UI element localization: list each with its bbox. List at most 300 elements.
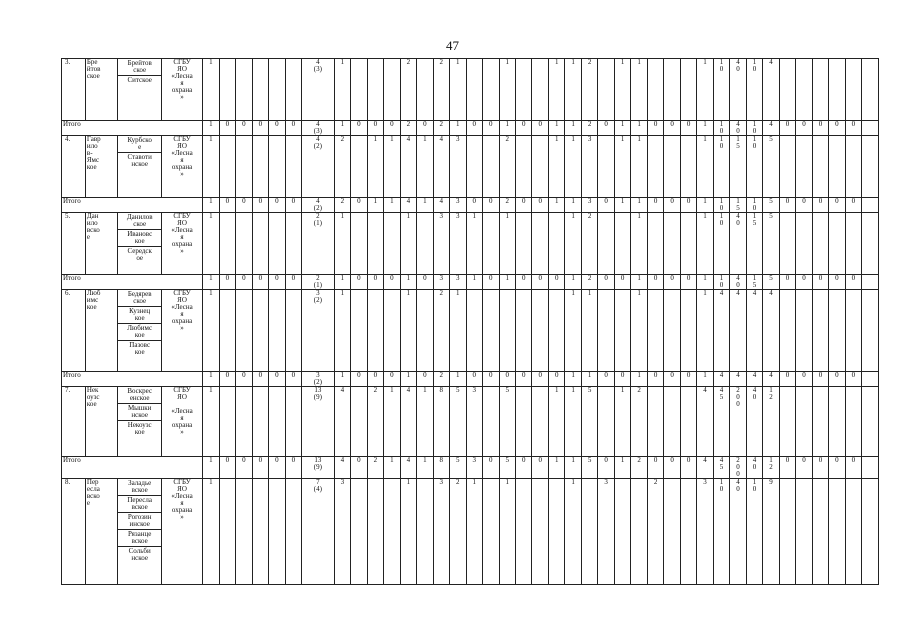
value-cell-text: 13 (9) [313, 386, 322, 401]
total-value-cell-text: 1 [505, 120, 509, 128]
value-cell [334, 290, 350, 372]
total-value-cell-text: 0 [258, 371, 263, 379]
organization-name-text: СГБУ ЯО «Лесна я охрана » [171, 212, 193, 255]
total-value-cell [730, 198, 746, 213]
total-value-cell-text: 4 [719, 371, 724, 379]
total-value-cell-text: 0 [258, 197, 263, 205]
value-cell [515, 213, 531, 275]
total-value-cell-text: 0 [604, 274, 608, 282]
value-cell [565, 136, 581, 198]
subunit-name: Ивановс кое [118, 230, 160, 247]
value-cell [417, 479, 433, 585]
total-value-cell-text: 0 [225, 197, 230, 205]
total-value-cell-text: 0 [835, 197, 839, 205]
total-value-cell [334, 275, 350, 290]
total-value-cell-text: 4 [406, 456, 411, 464]
total-value-cell [400, 275, 416, 290]
total-value-cell [862, 457, 879, 479]
value-cell [450, 59, 466, 121]
total-value-cell-text: 1 5 [752, 274, 757, 289]
total-value-cell [730, 372, 746, 387]
value-cell [384, 136, 400, 198]
total-value-cell-text: 1 [554, 197, 559, 205]
total-value-cell [483, 275, 499, 290]
table-row [62, 290, 879, 372]
total-value-cell-text: 3 [472, 456, 477, 464]
total-value-cell-text: 4 5 [719, 456, 724, 471]
value-cell [664, 59, 680, 121]
value-cell [664, 479, 680, 585]
total-value-cell [499, 121, 515, 136]
subunit-name: Брейтов ское [118, 59, 160, 76]
page-number: 47 [446, 38, 459, 53]
total-value-cell [236, 275, 252, 290]
value-cell-text: 2 0 0 [736, 386, 740, 408]
total-value-cell [515, 372, 531, 387]
total-value-cell-text: 0 [472, 120, 477, 128]
value-cell-text: 4 0 [736, 212, 740, 227]
value-cell [269, 59, 285, 121]
value-cell [548, 290, 564, 372]
total-value-cell [631, 457, 647, 479]
value-cell [236, 213, 252, 275]
value-cell-text: 2 [587, 212, 592, 220]
value-cell [466, 479, 482, 585]
total-value-cell [384, 121, 400, 136]
total-value-cell [252, 198, 268, 213]
organization-name [161, 387, 202, 457]
value-cell [779, 479, 795, 585]
value-cell [400, 213, 416, 275]
total-value-cell [713, 275, 729, 290]
total-value-cell-text: 0 [242, 120, 246, 128]
value-cell [400, 136, 416, 198]
value-cell [796, 59, 812, 121]
value-cell-text: 2 [505, 135, 509, 143]
value-cell [796, 479, 812, 585]
value-cell [796, 290, 812, 372]
district-name-text: Дан ило вско е [86, 212, 100, 241]
value-cell [203, 479, 219, 585]
total-value-cell-text: 1 0 [719, 120, 724, 135]
total-value-cell [845, 457, 861, 479]
value-cell [812, 213, 828, 275]
value-cell-text: 1 [703, 58, 707, 66]
value-cell-text: 1 [620, 386, 625, 394]
total-value-cell [483, 198, 499, 213]
total-label-text: Итого [63, 274, 81, 282]
total-value-cell [548, 275, 564, 290]
subunit-list [118, 387, 161, 457]
total-value-cell-text: 0 [225, 274, 230, 282]
total-value-cell-text: 4 [439, 197, 444, 205]
value-cell [796, 136, 812, 198]
total-value-cell [417, 372, 433, 387]
total-value-cell [433, 121, 449, 136]
value-cell [269, 479, 285, 585]
value-cell-text: 1 [456, 289, 460, 297]
total-value-cell-text: 0 [851, 120, 856, 128]
total-value-cell-text: 1 [406, 371, 411, 379]
total-value-cell-text: 1 0 [719, 197, 724, 212]
total-value-cell [532, 372, 548, 387]
total-value-cell [433, 275, 449, 290]
total-value-cell [746, 198, 762, 213]
total-value-cell-text: 0 [242, 371, 246, 379]
value-cell-text: 1 [637, 212, 641, 220]
total-value-cell [351, 198, 367, 213]
value-cell-text: 1 [340, 58, 345, 66]
value-cell [367, 479, 383, 585]
value-cell [680, 136, 696, 198]
value-cell [845, 136, 861, 198]
value-cell [466, 387, 482, 457]
value-cell [384, 213, 400, 275]
total-value-cell [367, 198, 383, 213]
total-value-cell [417, 121, 433, 136]
total-value-cell-text: 1 [703, 274, 707, 282]
total-value-cell [829, 372, 845, 387]
total-value-cell-text: 0 [835, 371, 839, 379]
total-value-cell-text: 1 [209, 456, 213, 464]
total-value-cell [367, 121, 383, 136]
value-cell-text: 1 [209, 212, 213, 220]
total-value-cell [302, 457, 335, 479]
value-cell-text: 1 0 [719, 135, 724, 150]
district-name-text: Люб имс кое [86, 289, 101, 311]
value-cell-text: 5 [505, 386, 509, 394]
value-cell-text: 1 0 [752, 478, 757, 493]
value-cell-text: 4 (3) [313, 58, 322, 73]
total-row [62, 372, 879, 387]
value-cell [598, 387, 614, 457]
total-value-cell [598, 121, 614, 136]
value-cell-text: 3 [587, 135, 592, 143]
value-cell [351, 59, 367, 121]
value-cell [417, 59, 433, 121]
total-value-cell-text: 0 [275, 456, 279, 464]
total-value-cell-text: 4 (2) [313, 197, 322, 212]
total-value-cell [203, 372, 219, 387]
organization-name [161, 136, 202, 198]
total-value-cell [466, 457, 482, 479]
value-cell-text: 4 [719, 289, 724, 297]
subunit-name: Рогозин инское [118, 513, 160, 530]
value-cell [334, 213, 350, 275]
value-cell [730, 479, 746, 585]
value-cell [812, 387, 828, 457]
total-value-cell-text: 2 0 0 [736, 456, 740, 478]
total-value-cell-text: 0 [390, 120, 394, 128]
value-cell-text: 1 [423, 386, 427, 394]
total-value-cell-text: 4 [703, 456, 707, 464]
total-value-cell-text: 1 [406, 274, 411, 282]
total-value-cell [746, 121, 762, 136]
value-cell [631, 479, 647, 585]
total-value-cell [647, 198, 663, 213]
value-cell-text: 1 [373, 135, 378, 143]
total-value-cell-text: 0 [604, 197, 608, 205]
value-cell [433, 479, 449, 585]
total-value-cell-text: 0 [604, 371, 608, 379]
value-cell-text: 2 [456, 478, 460, 486]
value-cell [417, 387, 433, 457]
total-value-cell-text: 0 [802, 120, 806, 128]
total-value-cell [532, 457, 548, 479]
total-value-cell-text: 1 [620, 197, 625, 205]
total-value-cell-text: 0 [291, 120, 296, 128]
value-cell [697, 479, 713, 585]
value-cell [829, 213, 845, 275]
value-cell [730, 387, 746, 457]
table-row [62, 136, 879, 198]
subunit-name: Некоузс кое [127, 421, 152, 436]
total-value-cell [236, 121, 252, 136]
total-value-cell [664, 372, 680, 387]
value-cell [483, 387, 499, 457]
total-value-cell-text: 1 5 [736, 197, 740, 212]
total-value-cell-text: 0 [554, 371, 559, 379]
value-cell [697, 136, 713, 198]
value-cell [302, 136, 335, 198]
total-value-cell [664, 275, 680, 290]
value-cell-text: 1 [472, 478, 477, 486]
total-value-cell-text: 1 [620, 120, 625, 128]
value-cell [647, 213, 663, 275]
total-value-cell [664, 198, 680, 213]
value-cell [713, 136, 729, 198]
value-cell [631, 387, 647, 457]
value-cell-text: 1 5 [736, 135, 740, 150]
total-value-cell [730, 457, 746, 479]
value-cell [779, 59, 795, 121]
table-row [62, 59, 879, 121]
total-value-cell [302, 198, 335, 213]
total-value-cell-text: 0 [390, 274, 394, 282]
value-cell-text: 5 [587, 386, 592, 394]
value-cell [548, 59, 564, 121]
value-cell-text: 4 [752, 289, 757, 297]
district-name-text: Бре йтов ское [86, 58, 101, 80]
total-value-cell [713, 372, 729, 387]
value-cell [862, 213, 879, 275]
value-cell [466, 59, 482, 121]
value-cell [829, 387, 845, 457]
total-value-cell-text: 1 [209, 274, 213, 282]
total-value-cell-text: 1 [571, 120, 575, 128]
total-value-cell [400, 457, 416, 479]
value-cell [647, 290, 663, 372]
value-cell [548, 479, 564, 585]
subunit-name: Заладье вское [118, 479, 160, 496]
value-cell [515, 479, 531, 585]
total-value-cell [614, 372, 630, 387]
value-cell-text: 1 [620, 58, 625, 66]
value-cell-text: 7 (4) [313, 478, 322, 493]
value-cell [515, 387, 531, 457]
total-value-cell-text: 2 (1) [313, 274, 322, 289]
value-cell-text: 2 [439, 289, 444, 297]
total-value-cell [829, 198, 845, 213]
total-value-cell-text: 0 [686, 120, 691, 128]
value-cell [598, 213, 614, 275]
total-value-cell-text: 1 [340, 120, 345, 128]
value-cell-text: 3 [439, 212, 444, 220]
total-value-cell [779, 275, 795, 290]
value-cell [746, 290, 762, 372]
value-cell [664, 213, 680, 275]
value-cell [812, 290, 828, 372]
total-value-cell-text: 0 [785, 120, 790, 128]
total-value-cell [351, 275, 367, 290]
total-value-cell [532, 275, 548, 290]
total-value-cell [796, 457, 812, 479]
value-cell [219, 59, 235, 121]
subunit-name: Воскрес енское [118, 387, 160, 404]
total-value-cell-text: 0 [423, 274, 427, 282]
table-row [62, 387, 879, 457]
total-value-cell-text: 0 [554, 274, 559, 282]
total-value-cell [779, 121, 795, 136]
value-cell [598, 479, 614, 585]
value-cell [614, 136, 630, 198]
total-value-cell [450, 275, 466, 290]
value-cell-text: 4 (2) [313, 135, 322, 150]
value-cell-text: 1 [587, 289, 592, 297]
value-cell [697, 213, 713, 275]
total-value-cell [862, 198, 879, 213]
value-cell [417, 136, 433, 198]
total-value-cell [581, 275, 597, 290]
value-cell [746, 213, 762, 275]
total-value-cell [763, 457, 779, 479]
value-cell-text: 4 [340, 386, 345, 394]
total-value-cell-text: 0 [521, 120, 526, 128]
total-value-cell-text: 0 [373, 371, 378, 379]
value-cell-text: 4 0 [736, 58, 740, 73]
value-cell-text: 3 [456, 212, 460, 220]
value-cell [252, 290, 268, 372]
total-value-cell [417, 198, 433, 213]
total-value-cell [845, 372, 861, 387]
total-value-cell-text: 0 [802, 456, 806, 464]
total-value-cell [499, 457, 515, 479]
total-value-cell [845, 275, 861, 290]
value-cell [796, 387, 812, 457]
value-cell-text: 3 [604, 478, 608, 486]
total-value-cell [334, 372, 350, 387]
total-value-cell-text: 0 [653, 371, 658, 379]
value-cell [581, 136, 597, 198]
total-label [62, 275, 203, 290]
total-value-cell-text: 4 [406, 197, 411, 205]
total-value-cell [367, 372, 383, 387]
total-label [62, 121, 203, 136]
total-value-cell-text: 3 [456, 274, 460, 282]
total-value-cell [779, 198, 795, 213]
total-value-cell-text: 0 [538, 197, 542, 205]
organization-name-text: СГБУ ЯО «Лесна я охрана » [171, 135, 193, 178]
value-cell [433, 387, 449, 457]
total-value-cell [417, 457, 433, 479]
value-cell [466, 290, 482, 372]
total-value-cell [763, 121, 779, 136]
total-value-cell [598, 457, 614, 479]
total-value-cell [796, 275, 812, 290]
value-cell [581, 290, 597, 372]
value-cell [845, 213, 861, 275]
total-value-cell-text: 0 [521, 274, 526, 282]
total-value-cell [631, 372, 647, 387]
total-value-cell-text: 3 [439, 274, 444, 282]
organization-name [161, 479, 202, 585]
value-cell [845, 59, 861, 121]
total-value-cell-text: 0 [835, 274, 839, 282]
total-value-cell [236, 457, 252, 479]
total-value-cell [565, 275, 581, 290]
total-value-cell-text: 2 [340, 197, 345, 205]
total-value-cell [285, 457, 301, 479]
total-value-cell [697, 457, 713, 479]
value-cell [417, 290, 433, 372]
total-value-cell-text: 1 [390, 197, 394, 205]
total-value-cell [499, 372, 515, 387]
total-value-cell [548, 121, 564, 136]
total-value-cell-text: 0 [802, 274, 806, 282]
value-cell [845, 387, 861, 457]
total-value-cell [845, 198, 861, 213]
value-cell [532, 213, 548, 275]
value-cell [631, 59, 647, 121]
total-value-cell-text: 5 [505, 456, 509, 464]
total-value-cell [664, 121, 680, 136]
value-cell-text: 1 [406, 212, 411, 220]
value-cell [499, 387, 515, 457]
value-cell-text: 3 (2) [313, 289, 322, 304]
total-value-cell-text: 0 [653, 274, 658, 282]
value-cell [631, 290, 647, 372]
total-value-cell [417, 275, 433, 290]
total-value-cell-text: 0 [291, 274, 296, 282]
total-value-cell-text: 5 [769, 197, 773, 205]
total-value-cell [351, 457, 367, 479]
total-value-cell [565, 457, 581, 479]
value-cell [565, 290, 581, 372]
value-cell [236, 387, 252, 457]
value-cell-text: 1 0 [752, 135, 757, 150]
value-cell-text: 3 [340, 478, 345, 486]
value-cell [367, 59, 383, 121]
value-cell-text: 1 [571, 212, 575, 220]
total-value-cell [269, 457, 285, 479]
total-value-cell [631, 121, 647, 136]
total-value-cell-text: 0 [275, 274, 279, 282]
total-value-cell-text: 0 [538, 120, 542, 128]
value-cell [713, 290, 729, 372]
total-value-cell [450, 457, 466, 479]
total-value-cell-text: 1 [209, 120, 213, 128]
total-value-cell [548, 457, 564, 479]
total-value-cell-text: 0 [225, 456, 230, 464]
total-value-cell-text: 1 [637, 274, 641, 282]
total-value-cell-text: 0 [258, 456, 263, 464]
value-cell [680, 213, 696, 275]
total-value-cell [796, 372, 812, 387]
value-cell [203, 387, 219, 457]
value-cell [367, 387, 383, 457]
subunit-name: Рязанце вское [118, 530, 160, 547]
value-cell-text: 2 [439, 58, 444, 66]
